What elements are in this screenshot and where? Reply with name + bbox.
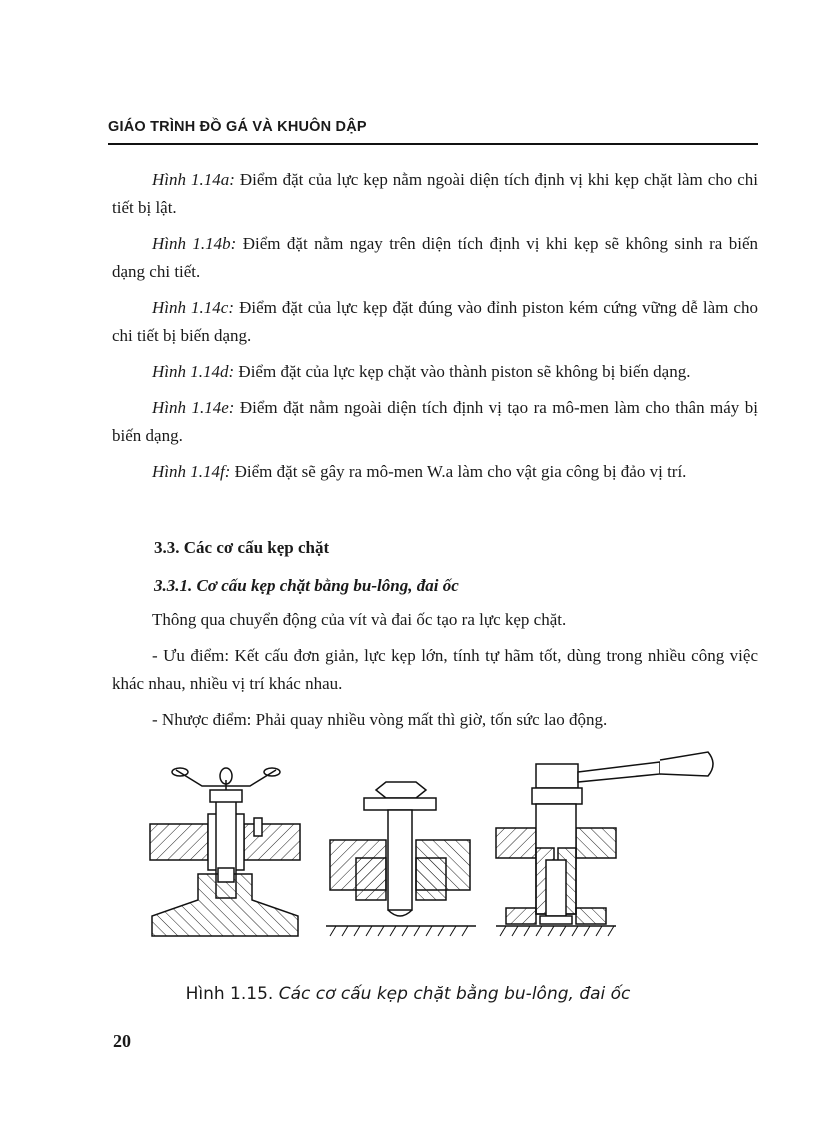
subsection-body [112, 606, 758, 734]
paragraph-fig-1-14d: Hình 1.14d: Điểm đặt của lực kẹp chặt vào thành piston sẽ không bị biến dạng. [152, 362, 691, 381]
header-rule [108, 143, 758, 145]
disadvantages-paragraph: - Nhược điểm: Phải quay nhiều vòng mất thì giờ, tốn sức lao động. [152, 710, 608, 729]
advantages-paragraph: - Ưu điểm: Kết cấu đơn giản, lực kẹp lớn, tính tự hãm tốt, dùng trong nhiều công việc khác nhau, nhiều vị trí khác nhau. [112, 646, 758, 693]
caption-text: Các cơ cấu kẹp chặt bằng bu-lông, đai ốc [278, 984, 631, 1004]
intro-paragraph: Thông qua chuyển động của vít và đai ốc tạo ra lực kẹp chặt. [152, 610, 567, 629]
page-number: 20 [113, 1031, 131, 1051]
paragraph-fig-1-14b: Hình 1.14b: Điểm đặt nằm ngay trên diện tích định vị khi kẹp sẽ không sinh ra biến dạng chi tiết. [112, 234, 759, 281]
wing-nut-clamp-drawing [150, 768, 300, 936]
paragraph-fig-1-14a: Hình 1.14a: Điểm đặt của lực kẹp nằm ngoài diện tích định vị khi kẹp chặt làm cho chi tiết bị lật. [112, 170, 758, 217]
paragraph-fig-1-14f: Hình 1.14f: Điểm đặt sẽ gây ra mô-men W.a làm cho vật gia công bị đảo vị trí. [152, 462, 687, 481]
running-header: GIÁO TRÌNH ĐỒ GÁ VÀ KHUÔN DẬP [108, 119, 367, 135]
paragraph-fig-1-14e: Hình 1.14e: Điểm đặt nằm ngoài diện tích định vị tạo ra mô-men làm cho thân máy bị biến dạng. [112, 398, 758, 445]
paragraph-fig-1-14c: Hình 1.14c: Điểm đặt của lực kẹp đặt đúng vào đỉnh piston kém cứng vững dễ làm cho chi tiết bị biến dạng. [112, 298, 758, 345]
section-heading: 3.3. Các cơ cấu kẹp chặt [154, 538, 330, 557]
lever-handle-clamp-drawing [496, 752, 713, 936]
clamping-mechanisms-figure [140, 740, 740, 950]
hex-bolt-clamp-drawing [326, 782, 476, 936]
figure-description-list [112, 166, 758, 486]
caption-label: Hình 1.15. [185, 984, 274, 1004]
figure-caption [0, 984, 816, 1004]
subsection-heading: 3.3.1. Cơ cấu kẹp chặt bằng bu-lông, đai ốc [154, 576, 459, 595]
